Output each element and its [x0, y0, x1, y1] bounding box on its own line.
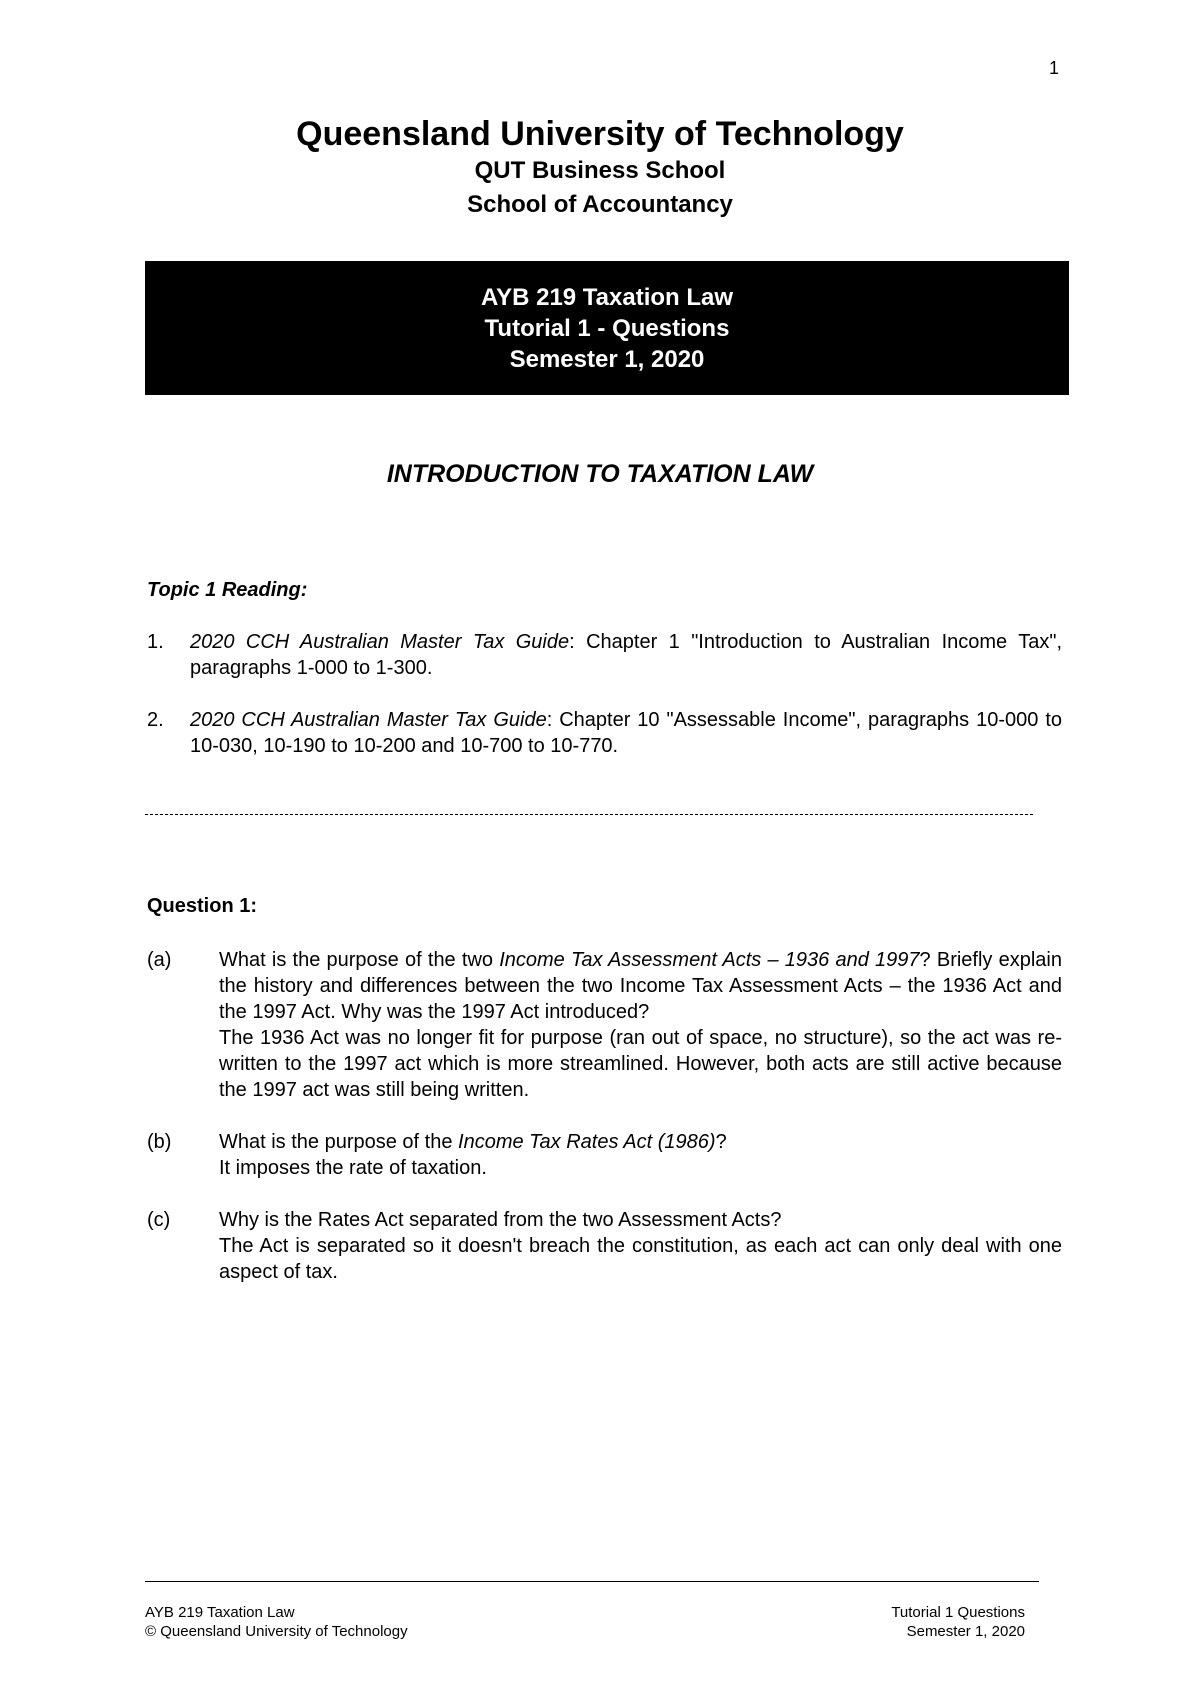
part-body: [219, 947, 1062, 1103]
reading-source: 2020 CCH Australian Master Tax Guide: [190, 709, 547, 731]
question-text: What is the purpose of the: [219, 1131, 459, 1153]
question-text-cont: ? Briefly explain the history and differences between the two Income Tax Assessment Acts – the 1936 Act and the 1997 Act. Why was the 1997 Act introduced?: [219, 949, 1062, 1023]
reading-item: [147, 629, 1062, 681]
question-part-c: [147, 1207, 1062, 1285]
part-question: Why is the Rates Act separated from the two Assessment Acts?: [219, 1209, 782, 1231]
reading-source: 2020 CCH Australian Master Tax Guide: [190, 631, 570, 653]
title-box: [145, 261, 1069, 395]
reading-number: 2.: [147, 709, 164, 731]
question-text: What is the purpose of the two: [219, 949, 500, 971]
section-heading: INTRODUCTION TO TAXATION LAW: [386, 460, 814, 488]
page-number: 1: [1048, 58, 1059, 78]
part-label: (b): [147, 1131, 172, 1153]
footer-copyright: © Queensland University of Technology: [145, 1623, 408, 1640]
footer-course: AYB 219 Taxation Law: [145, 1604, 295, 1621]
footer-left: [145, 1603, 408, 1641]
part-body: [219, 1207, 1062, 1285]
part-label: (c): [147, 1209, 171, 1231]
reading-list: [147, 629, 1062, 785]
document-header: [0, 114, 1200, 222]
footer-right: [891, 1603, 1025, 1641]
question-part-b: [147, 1129, 1062, 1181]
part-question: [219, 1129, 1062, 1155]
question-text-cont: ?: [715, 1131, 727, 1153]
school-name: School of Accountancy: [467, 191, 733, 218]
part-answer: The Act is separated so it doesn't breach the constitution, as each act can only deal with one aspect of tax.: [219, 1235, 1062, 1283]
footer-document: Tutorial 1 Questions: [891, 1604, 1025, 1621]
reading-number: 1.: [147, 631, 164, 653]
university-name: Queensland University of Technology: [296, 115, 904, 153]
reading-text: [190, 629, 1062, 681]
section-divider: [145, 814, 1033, 815]
business-school-name: QUT Business School: [474, 157, 726, 184]
reading-item: [147, 707, 1062, 759]
page-footer: [145, 1603, 1025, 1641]
semester-title: Semester 1, 2020: [509, 345, 705, 373]
reading-detail: : Chapter 1 "Introduction to Australian Income Tax", paragraphs 1-000 to 1-300.: [190, 631, 1062, 679]
reading-text: [190, 707, 1062, 759]
footer-rule: [145, 1581, 1039, 1582]
part-answer: The 1936 Act was no longer fit for purpose (ran out of space, no structure), so the act was re-written to the 1997 act which is more streamlined. However, both acts are still active because the 1997 act was still being written.: [219, 1027, 1062, 1101]
question-part-a: [147, 947, 1062, 1103]
reading-detail: : Chapter 10 "Assessable Income", paragraphs 10-000 to 10-030, 10-190 to 10-200 and 10-700 to 10-770.: [190, 709, 1063, 757]
question-parts: [147, 947, 1062, 1311]
part-body: [219, 1129, 1062, 1181]
part-label: (a): [147, 949, 172, 971]
part-answer: It imposes the rate of taxation.: [219, 1157, 487, 1179]
part-question: [219, 947, 1062, 1025]
tutorial-title: Tutorial 1 - Questions: [484, 314, 730, 342]
question-act-name: Income Tax Rates Act (1986): [458, 1131, 716, 1153]
footer-semester: Semester 1, 2020: [906, 1623, 1025, 1640]
question-act-name: Income Tax Assessment Acts – 1936 and 1997: [499, 949, 920, 971]
course-title: AYB 219 Taxation Law: [480, 283, 734, 311]
topic-heading: Topic 1 Reading:: [147, 579, 308, 601]
question-heading: Question 1:: [147, 895, 258, 917]
